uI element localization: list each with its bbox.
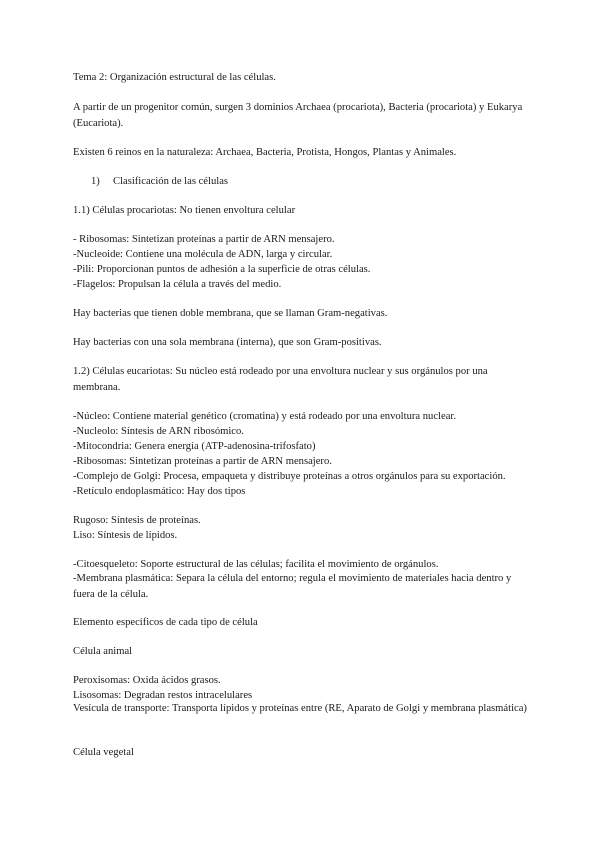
gram-negative-note: Hay bacterias que tienen doble membrana, que se llaman Gram-negativas. [73,308,388,319]
animal-cell-item: Lisosomas: Degradan restos intracelulares [73,690,253,701]
eukaryote-item: -Ribosomas: Sintetizan proteínas a partir de ARN mensajero. [73,456,332,467]
prokaryote-item: - Ribosomas: Sintetizan proteínas a partir de ARN mensajero. [73,234,335,245]
prokaryote-item: -Pili: Proporcionan puntos de adhesión a la superficie de otras células. [73,264,371,275]
section-number: 1) [91,176,100,187]
eukaryote-item: -Retículo endoplasmático: Hay dos tipos [73,486,246,497]
eukaryote-item: -Mitocondria: Genera energía (ATP-adenosina-trifosfato) [73,441,316,452]
animal-cell-item: Peroxisomas: Oxida ácidos grasos. [73,675,221,686]
prokaryote-item: -Nucleoide: Contiene una molécula de ADN, larga y circular. [73,249,333,260]
gram-positive-note: Hay bacterias con una sola membrana (interna), que son Gram-positivas. [73,337,382,348]
section-heading [91,175,228,189]
transport-vesicle-item: Vesícula de transporte: Transporta lípidos y proteínas entre (RE, Aparato de Golgi y membrana plasmática) [73,703,527,714]
plant-cell-heading: Célula vegetal [73,747,134,758]
prokaryotes-heading: 1.1) Células procariotas: No tienen envoltura celular [73,205,296,216]
specific-elements-heading: Elemento específicos de cada tipo de célula [73,617,258,628]
kingdoms-paragraph: Existen 6 reinos en la naturaleza: Archaea, Bacteria, Protista, Hongos, Plantas y Animales. [73,147,457,158]
plasma-membrane-item: -Membrana plasmática: Separa la célula del entorno; regula el movimiento de materiales hacia dentro y fuera de la célula. [73,573,512,600]
eukaryotes-heading: 1.2) Células eucariotas: Su núcleo está rodeado por una envoltura nuclear y sus orgánulos por una membrana. [73,366,488,393]
section-title: Clasificación de las células [113,176,229,187]
cytoskeleton-item: -Citoesqueleto: Soporte estructural de las células; facilita el movimiento de orgánulos. [73,559,439,570]
prokaryote-item: -Flagelos: Propulsan la célula a través del medio. [73,279,282,290]
er-type-rough: Rugoso: Síntesis de proteínas. [73,515,201,526]
animal-cell-heading: Célula animal [73,646,133,657]
intro-paragraph: A partir de un progenitor común, surgen 3 dominios Archaea (procariota), Bacteria (procariota) y Eukarya (Eucariota). [73,102,523,129]
er-type-smooth: Liso: Síntesis de lípidos. [73,530,178,541]
document-title: Tema 2: Organización estructural de las células. [73,72,276,83]
eukaryote-item: -Nucleolo: Síntesis de ARN ribosómico. [73,426,244,437]
eukaryote-item: -Núcleo: Contiene material genético (cromatina) y está rodeado por una envoltura nuclear. [73,411,456,422]
eukaryote-item: -Complejo de Golgi: Procesa, empaqueta y distribuye proteínas a otros orgánulos para su exportación. [73,471,506,482]
